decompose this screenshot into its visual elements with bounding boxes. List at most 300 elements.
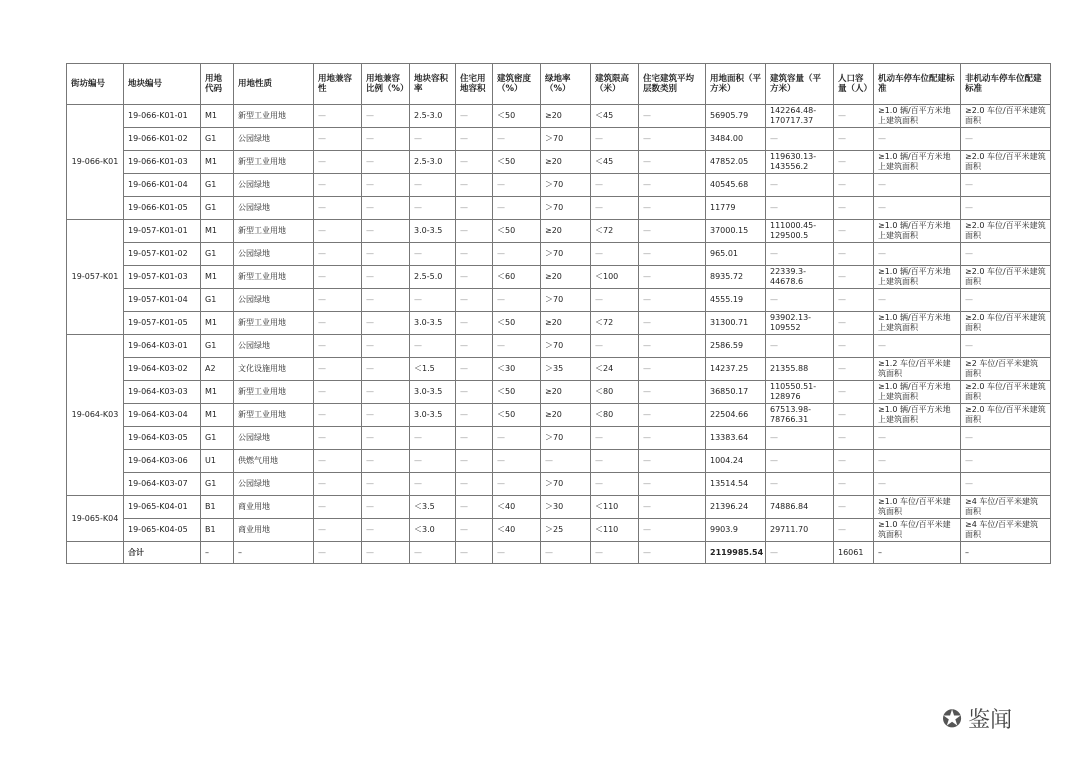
table-cell: —	[834, 151, 874, 174]
table-cell: 47852.05	[706, 151, 766, 174]
table-cell: —	[493, 243, 541, 266]
table-cell: —	[874, 128, 961, 151]
table-cell: —	[456, 335, 493, 358]
table-cell: ≥20	[541, 404, 591, 427]
table-cell: 商业用地	[234, 519, 314, 542]
table-cell: M1	[201, 312, 234, 335]
table-cell: —	[591, 243, 639, 266]
table-cell: —	[314, 358, 362, 381]
table-cell: —	[362, 496, 410, 519]
table-cell: —	[410, 243, 456, 266]
table-cell: 40545.68	[706, 174, 766, 197]
block-id-cell: 19-057-K01	[67, 220, 124, 335]
table-cell: 110550.51-128976	[766, 381, 834, 404]
table-cell: 19-066-K01-01	[124, 105, 201, 128]
table-cell: —	[874, 427, 961, 450]
table-cell: —	[362, 243, 410, 266]
table-cell: 9903.9	[706, 519, 766, 542]
table-cell: —	[456, 519, 493, 542]
table-cell: ＜40	[493, 519, 541, 542]
table-cell: 19-057-K01-03	[124, 266, 201, 289]
table-cell: 3.0-3.5	[410, 220, 456, 243]
table-cell: 13383.64	[706, 427, 766, 450]
table-cell: —	[410, 289, 456, 312]
table-header-row	[67, 64, 1051, 105]
table-cell: —	[591, 197, 639, 220]
table-cell: —	[456, 427, 493, 450]
table-cell: 119630.13-143556.2	[766, 151, 834, 174]
block-id-cell: 19-064-K03	[67, 335, 124, 496]
table-cell: 31300.71	[706, 312, 766, 335]
table-cell: ≥2.0 车位/百平米建筑面积	[961, 312, 1051, 335]
empty-cell	[67, 542, 124, 564]
table-cell: —	[834, 128, 874, 151]
table-cell: —	[314, 496, 362, 519]
table-cell: —	[314, 335, 362, 358]
table-cell: —	[314, 128, 362, 151]
table-cell: 新型工业用地	[234, 381, 314, 404]
table-cell: 公园绿地	[234, 243, 314, 266]
total-cell: —	[314, 542, 362, 564]
table-row	[67, 128, 1051, 151]
table-cell: —	[362, 266, 410, 289]
table-cell: —	[410, 197, 456, 220]
table-cell: —	[456, 151, 493, 174]
table-cell: ≥20	[541, 266, 591, 289]
table-cell: —	[493, 128, 541, 151]
table-cell: G1	[201, 289, 234, 312]
table-cell: U1	[201, 450, 234, 473]
table-cell: ≥2.0 车位/百平米建筑面积	[961, 404, 1051, 427]
table-cell: 1004.24	[706, 450, 766, 473]
table-cell: ≥1.0 辆/百平方米地上建筑面积	[874, 312, 961, 335]
table-cell: —	[961, 243, 1051, 266]
table-cell: 965.01	[706, 243, 766, 266]
table-cell: ＜50	[493, 312, 541, 335]
total-row	[67, 542, 1051, 564]
table-cell: —	[834, 312, 874, 335]
table-cell: 公园绿地	[234, 174, 314, 197]
table-cell: 19-066-K01-05	[124, 197, 201, 220]
table-cell: ＞70	[541, 289, 591, 312]
table-cell: B1	[201, 519, 234, 542]
table-cell: 19-066-K01-04	[124, 174, 201, 197]
table-cell: —	[493, 289, 541, 312]
table-cell: —	[362, 450, 410, 473]
table-cell: G1	[201, 243, 234, 266]
table-row	[67, 496, 1051, 519]
table-row	[67, 151, 1051, 174]
table-cell: 22339.3-44678.6	[766, 266, 834, 289]
total-cell: 2119985.54	[706, 542, 766, 564]
table-cell: 19-064-K03-04	[124, 404, 201, 427]
table-cell: 2.5-5.0	[410, 266, 456, 289]
table-cell: —	[961, 128, 1051, 151]
table-cell: —	[639, 427, 706, 450]
column-header: 用地面积（平方米）	[706, 64, 766, 105]
table-cell: ＞70	[541, 427, 591, 450]
table-cell: G1	[201, 473, 234, 496]
table-cell: —	[456, 404, 493, 427]
table-cell: —	[639, 289, 706, 312]
table-cell: —	[834, 243, 874, 266]
table-cell: 29711.70	[766, 519, 834, 542]
table-cell: G1	[201, 174, 234, 197]
table-row	[67, 427, 1051, 450]
table-cell: —	[314, 197, 362, 220]
table-cell: —	[639, 243, 706, 266]
total-cell: —	[591, 542, 639, 564]
table-cell: —	[456, 289, 493, 312]
table-cell: —	[493, 450, 541, 473]
table-cell: ≥20	[541, 220, 591, 243]
table-cell: 公园绿地	[234, 197, 314, 220]
table-cell: G1	[201, 335, 234, 358]
table-cell: —	[639, 128, 706, 151]
table-cell: —	[456, 312, 493, 335]
table-cell: —	[456, 243, 493, 266]
table-cell: —	[456, 473, 493, 496]
table-cell: ≥20	[541, 381, 591, 404]
table-cell: —	[766, 450, 834, 473]
table-cell: —	[834, 289, 874, 312]
total-cell: –	[874, 542, 961, 564]
table-cell: ≥1.0 辆/百平方米地上建筑面积	[874, 381, 961, 404]
table-cell: —	[362, 151, 410, 174]
total-cell: —	[410, 542, 456, 564]
table-cell: —	[834, 174, 874, 197]
table-cell: —	[639, 450, 706, 473]
table-cell: —	[362, 519, 410, 542]
watermark	[942, 703, 1012, 734]
block-id-cell: 19-066-K01	[67, 105, 124, 220]
column-header: 街坊编号	[67, 64, 124, 105]
table-cell: —	[362, 381, 410, 404]
table-cell: 3484.00	[706, 128, 766, 151]
table-cell: ＜80	[591, 381, 639, 404]
table-cell: —	[493, 335, 541, 358]
table-cell: ＜50	[493, 220, 541, 243]
table-cell: —	[456, 197, 493, 220]
table-cell: —	[874, 289, 961, 312]
table-cell: —	[410, 174, 456, 197]
table-cell: ≥1.2 车位/百平米建筑面积	[874, 358, 961, 381]
table-cell: 19-057-K01-02	[124, 243, 201, 266]
wechat-icon: ✪	[942, 704, 963, 733]
table-cell: 2586.59	[706, 335, 766, 358]
total-cell: –	[201, 542, 234, 564]
table-cell: —	[639, 220, 706, 243]
table-cell: 3.0-3.5	[410, 312, 456, 335]
table-cell: 19-057-K01-05	[124, 312, 201, 335]
table-cell: —	[639, 404, 706, 427]
table-row	[67, 358, 1051, 381]
table-cell: 19-066-K01-02	[124, 128, 201, 151]
table-cell: ≥2.0 车位/百平米建筑面积	[961, 105, 1051, 128]
table-cell: —	[874, 174, 961, 197]
table-cell: —	[874, 473, 961, 496]
table-cell: —	[834, 519, 874, 542]
table-cell: —	[314, 450, 362, 473]
table-cell: 公园绿地	[234, 473, 314, 496]
block-id-cell: 19-065-K04	[67, 496, 124, 542]
table-cell: —	[591, 128, 639, 151]
table-cell: ≥2.0 车位/百平米建筑面积	[961, 266, 1051, 289]
table-cell: —	[834, 105, 874, 128]
table-cell: 19-057-K01-01	[124, 220, 201, 243]
table-cell: —	[314, 105, 362, 128]
table-cell: —	[493, 473, 541, 496]
column-header: 非机动车停车位配建标准	[961, 64, 1051, 105]
table-cell: —	[766, 473, 834, 496]
table-cell: ＜1.5	[410, 358, 456, 381]
table-cell: —	[493, 174, 541, 197]
table-cell: ≥1.0 辆/百平方米地上建筑面积	[874, 151, 961, 174]
table-row	[67, 519, 1051, 542]
table-cell: —	[456, 105, 493, 128]
table-cell: —	[961, 197, 1051, 220]
table-cell: A2	[201, 358, 234, 381]
table-cell: —	[410, 427, 456, 450]
table-cell: —	[639, 381, 706, 404]
table-cell: 21355.88	[766, 358, 834, 381]
table-cell: —	[766, 427, 834, 450]
column-header: 绿地率（%）	[541, 64, 591, 105]
table-cell: ＜45	[591, 151, 639, 174]
table-cell: 公园绿地	[234, 427, 314, 450]
table-cell: ＞70	[541, 335, 591, 358]
table-cell: —	[834, 473, 874, 496]
table-row	[67, 105, 1051, 128]
table-cell: —	[362, 427, 410, 450]
table-cell: —	[456, 358, 493, 381]
table-cell: —	[314, 404, 362, 427]
table-cell: ≥1.0 辆/百平方米地上建筑面积	[874, 220, 961, 243]
table-cell: ＞70	[541, 128, 591, 151]
table-cell: —	[362, 335, 410, 358]
table-cell: —	[410, 128, 456, 151]
table-cell: —	[456, 220, 493, 243]
table-cell: —	[410, 335, 456, 358]
table-cell: —	[834, 404, 874, 427]
table-cell: —	[410, 473, 456, 496]
table-cell: —	[834, 335, 874, 358]
table-cell: 商业用地	[234, 496, 314, 519]
table-cell: —	[362, 128, 410, 151]
table-cell: —	[410, 450, 456, 473]
table-cell: 公园绿地	[234, 335, 314, 358]
table-cell: ＜30	[493, 358, 541, 381]
table-cell: —	[314, 473, 362, 496]
table-cell: 新型工业用地	[234, 220, 314, 243]
table-cell: 新型工业用地	[234, 312, 314, 335]
column-header: 用地代码	[201, 64, 234, 105]
table-cell: M1	[201, 266, 234, 289]
table-row	[67, 450, 1051, 473]
table-cell: ≥1.0 辆/百平方米地上建筑面积	[874, 266, 961, 289]
table-cell: M1	[201, 404, 234, 427]
table-cell: —	[362, 197, 410, 220]
table-cell: 74886.84	[766, 496, 834, 519]
table-cell: —	[362, 473, 410, 496]
table-cell: ＞70	[541, 174, 591, 197]
table-row	[67, 381, 1051, 404]
table-cell: 19-064-K03-06	[124, 450, 201, 473]
table-cell: —	[314, 381, 362, 404]
table-cell: —	[766, 335, 834, 358]
table-cell: 2.5-3.0	[410, 151, 456, 174]
table-cell: —	[591, 174, 639, 197]
table-cell: —	[456, 266, 493, 289]
table-cell: —	[362, 404, 410, 427]
column-header: 建筑限高（米）	[591, 64, 639, 105]
table-cell: 8935.72	[706, 266, 766, 289]
table-cell: 新型工业用地	[234, 266, 314, 289]
table-cell: ≥4 车位/百平米建筑面积	[961, 496, 1051, 519]
total-cell: —	[541, 542, 591, 564]
table-cell: 公园绿地	[234, 289, 314, 312]
table-cell: ≥1.0 辆/百平方米地上建筑面积	[874, 105, 961, 128]
table-cell: —	[591, 289, 639, 312]
land-use-table	[66, 63, 1051, 564]
table-cell: ＜100	[591, 266, 639, 289]
table-cell: —	[362, 358, 410, 381]
table-cell: 36850.17	[706, 381, 766, 404]
table-row	[67, 243, 1051, 266]
column-header: 用地兼容比例（%）	[362, 64, 410, 105]
table-cell: —	[314, 266, 362, 289]
table-cell: —	[834, 266, 874, 289]
table-cell: 111000.45-129500.5	[766, 220, 834, 243]
table-cell: 新型工业用地	[234, 105, 314, 128]
watermark-text: 鉴闻	[968, 708, 1013, 733]
table-cell: —	[961, 450, 1051, 473]
table-cell: 公园绿地	[234, 128, 314, 151]
table-cell: 19-066-K01-03	[124, 151, 201, 174]
table-cell: 142264.48-170717.37	[766, 105, 834, 128]
table-cell: ＜3.5	[410, 496, 456, 519]
table-row	[67, 473, 1051, 496]
total-cell: —	[493, 542, 541, 564]
total-cell: 合计	[124, 542, 201, 564]
table-cell: ＜50	[493, 151, 541, 174]
table-cell: —	[834, 220, 874, 243]
table-cell: —	[362, 220, 410, 243]
table-cell: 19-064-K03-03	[124, 381, 201, 404]
table-cell: ＞70	[541, 473, 591, 496]
table-cell: —	[834, 450, 874, 473]
table-cell: ＜45	[591, 105, 639, 128]
table-cell: 19-064-K03-01	[124, 335, 201, 358]
table-cell: —	[362, 312, 410, 335]
column-header: 住宅用地容积	[456, 64, 493, 105]
table-cell: —	[541, 450, 591, 473]
table-cell: ＞70	[541, 243, 591, 266]
table-cell: ＜50	[493, 105, 541, 128]
column-header: 用地兼容性	[314, 64, 362, 105]
table-cell: —	[766, 289, 834, 312]
column-header: 地块编号	[124, 64, 201, 105]
table-cell: —	[314, 519, 362, 542]
total-cell: –	[234, 542, 314, 564]
table-cell: ＞70	[541, 197, 591, 220]
table-cell: —	[639, 151, 706, 174]
table-cell: 21396.24	[706, 496, 766, 519]
table-cell: —	[314, 151, 362, 174]
table-cell: 3.0-3.5	[410, 381, 456, 404]
table-cell: —	[456, 496, 493, 519]
total-cell: —	[362, 542, 410, 564]
table-cell: ＞30	[541, 496, 591, 519]
table-cell: 93902.13-109552	[766, 312, 834, 335]
table-cell: 19-065-K04-05	[124, 519, 201, 542]
table-cell: 19-065-K04-01	[124, 496, 201, 519]
table-cell: 11779	[706, 197, 766, 220]
table-row	[67, 404, 1051, 427]
table-cell: —	[766, 197, 834, 220]
total-cell: –	[961, 542, 1051, 564]
table-cell: —	[456, 174, 493, 197]
table-cell: ＜50	[493, 381, 541, 404]
table-row	[67, 289, 1051, 312]
table-row	[67, 312, 1051, 335]
table-cell: ≥2.0 车位/百平米建筑面积	[961, 381, 1051, 404]
table-cell: ＜72	[591, 220, 639, 243]
column-header: 建筑容量（平方米）	[766, 64, 834, 105]
table-cell: ＜3.0	[410, 519, 456, 542]
column-header: 用地性质	[234, 64, 314, 105]
table-cell: —	[639, 174, 706, 197]
table-cell: —	[362, 174, 410, 197]
table-cell: 供燃气用地	[234, 450, 314, 473]
table-cell: —	[493, 427, 541, 450]
table-cell: —	[591, 473, 639, 496]
table-cell: 14237.25	[706, 358, 766, 381]
table-cell: 19-057-K01-04	[124, 289, 201, 312]
table-cell: —	[639, 335, 706, 358]
table-cell: ≥2.0 车位/百平米建筑面积	[961, 220, 1051, 243]
table-cell: —	[362, 289, 410, 312]
column-header: 机动车停车位配建标准	[874, 64, 961, 105]
table-cell: M1	[201, 220, 234, 243]
table-cell: —	[456, 381, 493, 404]
table-cell: ＜80	[591, 404, 639, 427]
table-cell: 56905.79	[706, 105, 766, 128]
table-cell: 22504.66	[706, 404, 766, 427]
table-cell: —	[834, 358, 874, 381]
table-cell: —	[362, 105, 410, 128]
total-cell: 16061	[834, 542, 874, 564]
table-cell: ＜50	[493, 404, 541, 427]
table-cell: —	[874, 450, 961, 473]
table-cell: 新型工业用地	[234, 151, 314, 174]
table-cell: —	[639, 266, 706, 289]
table-cell: 4555.19	[706, 289, 766, 312]
table-cell: ＜24	[591, 358, 639, 381]
table-cell: 19-064-K03-05	[124, 427, 201, 450]
table-row	[67, 220, 1051, 243]
table-cell: —	[314, 243, 362, 266]
table-cell: ≥20	[541, 151, 591, 174]
table-cell: —	[314, 312, 362, 335]
table-cell: —	[314, 289, 362, 312]
table-cell: —	[961, 427, 1051, 450]
table-cell: ≥2 车位/百平米建筑面积	[961, 358, 1051, 381]
table-cell: 文化设施用地	[234, 358, 314, 381]
table-cell: ≥2.0 车位/百平米建筑面积	[961, 151, 1051, 174]
table-cell: G1	[201, 128, 234, 151]
column-header: 地块容积率	[410, 64, 456, 105]
